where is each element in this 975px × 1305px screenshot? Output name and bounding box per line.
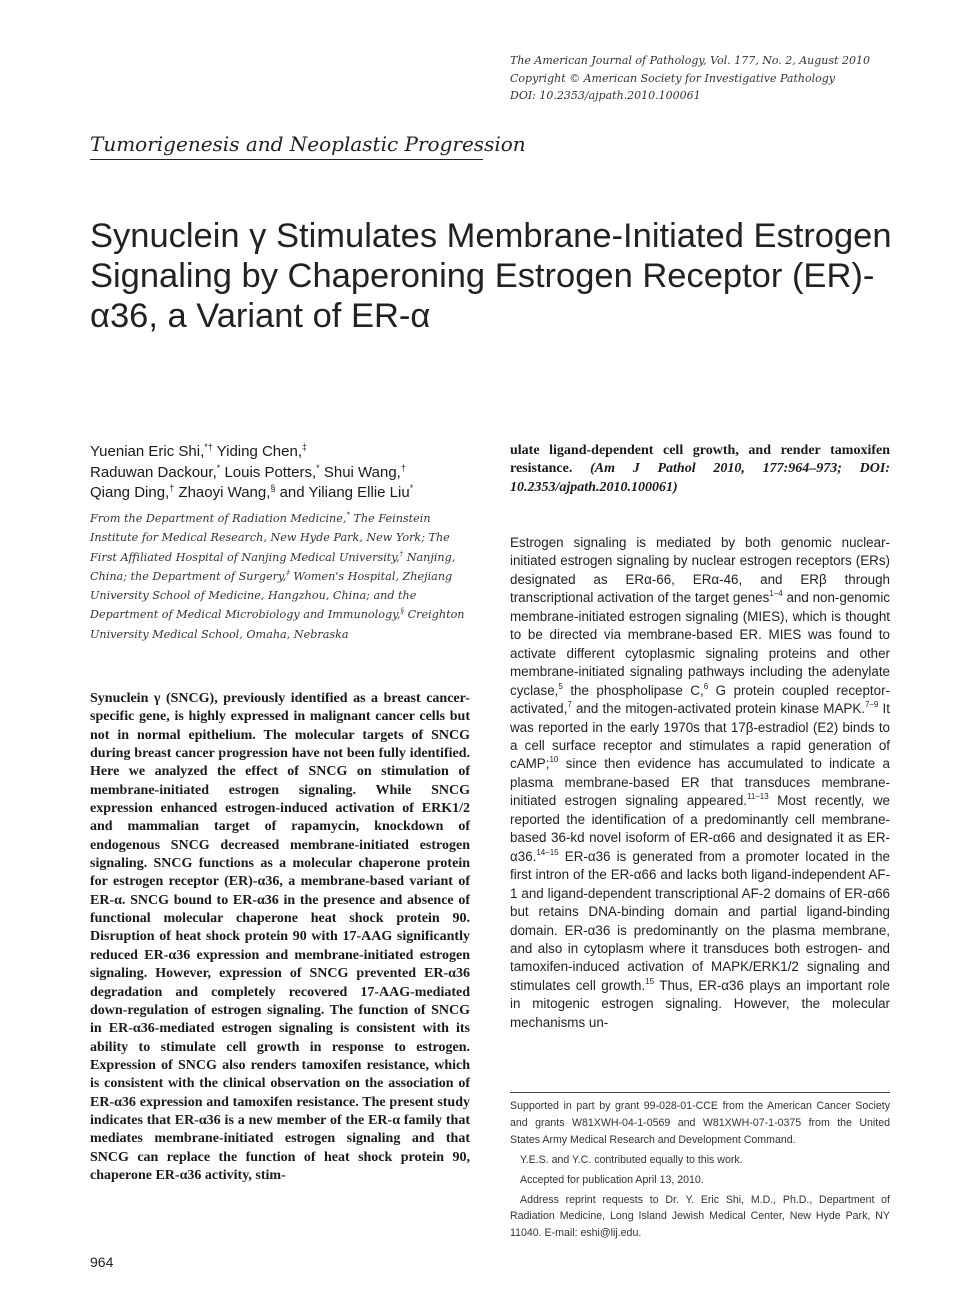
footnote-funding: Supported in part by grant 99-028-01-CCE from the American Cancer Society and grants W81XWH-04-1-0569 and W81XWH-07-1-0375 from the United States Army Medical Research and Development Command. xyxy=(510,1100,890,1146)
reference-link[interactable]: 10 xyxy=(549,755,559,765)
reference-link[interactable]: 6 xyxy=(703,681,709,691)
reference-link[interactable]: 1–4 xyxy=(769,589,783,599)
author-name: Shui Wang, xyxy=(323,463,401,481)
affiliations: From the Department of Radiation Medicine,* The Feinstein Institute for Medical Research, New Hyde Park, New York; The First Affiliated Hospital of Nanjing Medical University,† Nanjing, China; the Department of Surgery,‡ Women's Hospital, Zhejiang University School of Medicine, Hangzhou, China; and the Department of Medical Microbiology and Immunology,§ Creighton University Medical School, Omaha, Nebraska xyxy=(90,511,465,641)
author-affiliation-mark: † xyxy=(400,462,406,473)
author-affiliation-mark: * xyxy=(409,483,414,493)
author-affiliation-mark: ‡ xyxy=(302,442,308,452)
citation-link[interactable]: (Am J Pathol 2010, 177:964–973; DOI: 10.2353/ajpath.2010.100061) xyxy=(510,461,890,495)
author-affiliation-mark: † xyxy=(169,483,175,493)
abstract-continuation-text: ulate ligand-dependent cell growth, and render tamoxifen resistance. xyxy=(510,443,890,477)
author-affiliation-mark: *† xyxy=(204,442,213,452)
page-number: 964 xyxy=(90,1254,114,1270)
author-affiliation-mark: * xyxy=(316,462,320,473)
footnote-accepted: Accepted for publication April 13, 2010. xyxy=(520,1173,704,1186)
author-affiliation-mark: § xyxy=(270,483,276,493)
abstract-continuation xyxy=(510,442,890,497)
reference-link[interactable]: 11–13 xyxy=(747,792,769,802)
section-rule xyxy=(90,159,483,160)
author-name: Zhaoyi Wang, xyxy=(178,484,271,501)
footnote-equal-contribution: Y.E.S. and Y.C. contributed equally to this work. xyxy=(520,1153,743,1166)
introduction-text: Estrogen signaling is mediated by both genomic nuclear-initiated estrogen signaling by nuclear estrogen receptors (ERs) designated as ERα-66, ERα-46, and ERβ through transcriptional activation of the target genes$^{1-4}$ and non-genomic membrane-initiated estrogen signaling (MIES), which is thought to be directed via membrane-based ER. MIES was found to activate different cytoplasmic signaling proteins and other membrane-initiated signaling pathways including the adenylate cyclase,$^5$ the phospholipase C,$^6$ G protein coupled receptor-activated,$^7$ and the mitogen-activated protein kinase MAPK.$^{7-9}$ It was reported in the early 1970s that 17β-estradiol (E2) binds to a cell surface receptor and stimulates a rapid generation of cAMP;$^{10}$ since then evidence has accumulated to indicate a plasma membrane-based ER that transduces membrane-initiated estrogen signaling appeared.$^{11-13}$ Most recently, we reported the identification of a predominantly cell membrane-based 36-kd novel isoform of ER-α66 and designated it as ER-α36.$^{14-15}$ ER-α36 is generated from a promoter located in the first intron of the ER-α66 and lacks both ligand-independent AF-1 and ligand-dependent transcriptional AF-2 domains of ER-α66 but retains DNA-binding domain and partial ligand-binding domain. ER-α36 is predominantly on the plasma membrane, and also in cytoplasm where it transduces both estrogen- and tamoxifen-induced activation of MAPK/ERK1/2 signaling and stimulates cell growth.$^{15}$ Thus, ER-α36 plays an important role in mitogenic estrogen signaling. However, the molecular mechanisms un- xyxy=(510,535,890,1030)
reference-link[interactable]: 7–9 xyxy=(864,700,879,710)
author-name: Yiliang Ellie Liu xyxy=(308,484,410,501)
reference-link[interactable]: 14–15 xyxy=(536,847,559,857)
section-heading: Tumorigenesis and Neoplastic Progression xyxy=(90,132,526,156)
article-title: Synuclein γ Stimulates Membrane-Initiated Estrogen Signaling by Chaperoning Estrogen Receptor (ER)-α36, a Variant of ER-α xyxy=(90,217,892,335)
author-conjunction: and xyxy=(279,484,305,501)
author-name: Yiding Chen, xyxy=(216,443,303,460)
author-affiliation-mark: * xyxy=(216,462,221,473)
footnotes xyxy=(510,1098,890,1242)
copyright-line: Copyright © American Society for Investigative Pathology xyxy=(510,71,835,85)
footnote-address: Address reprint requests to Dr. Y. Eric Shi, M.D., Ph.D., Department of Radiation Medicine, Long Island Jewish Medical Center, New Hyde Park, NY 11040. E-mail: eshi@lij.edu. xyxy=(510,1193,890,1240)
journal-header xyxy=(510,52,930,105)
author-name: Qiang Ding, xyxy=(90,484,170,501)
author-name: Yuenian Eric Shi, xyxy=(90,443,205,460)
author-name: Raduwan Dackour, xyxy=(90,463,217,481)
journal-citation-line: The American Journal of Pathology, Vol. 177, No. 2, August 2010 xyxy=(510,54,870,67)
footnote-divider xyxy=(510,1092,890,1093)
reference-link[interactable]: 5 xyxy=(558,681,563,691)
abstract-text: Synuclein γ (SNCG), previously identified as a breast cancer-specific gene, is highly expressed in malignant cancer cells but not in normal epithelium. The molecular targets of SNCG during breast cancer progression have not been fully identified. Here we analyzed the effect of SNCG on stimulation of membrane-initiated estrogen signaling. While SNCG expression enhanced estrogen-induced activation of ERK1/2 and mammalian target of rapamycin, knockdown of endogenous SNCG decreased membrane-initiated estrogen signaling. SNCG functions as a molecular chaperone protein for estrogen receptor (ER)-α36, a membrane-based variant of ER-α. SNCG bound to ER-α36 in the presence and absence of functional molecular chaperone heat shock protein 90. Disruption of heat shock protein 90 with 17-AAG significantly reduced ER-α36 expression and membrane-initiated estrogen signaling. However, expression of SNCG prevented ER-α36 degradation and completely recovered 17-AAG-mediated down-regulation of estrogen signaling. The function of SNCG in ER-α36-mediated estrogen signaling is consistent with its ability to stimulate cell growth in response to estrogen. Expression of SNCG also renders tamoxifen resistance, which is consistent with the clinical observation on the association of ER-α36 expression and tamoxifen resistance. The present study indicates that ER-α36 is a new member of the ER-α family that mediates membrane-initiated estrogen signaling and that SNCG can replace the function of heat shock protein 90, chaperone ER-α36 activity, stim- xyxy=(90,691,470,1183)
doi-line: DOI: 10.2353/ajpath.2010.100061 xyxy=(510,89,701,102)
author-list xyxy=(90,442,490,504)
reference-link[interactable]: 7 xyxy=(567,700,572,710)
reference-link[interactable]: 15 xyxy=(645,976,655,986)
author-name: Louis Potters, xyxy=(224,463,317,481)
